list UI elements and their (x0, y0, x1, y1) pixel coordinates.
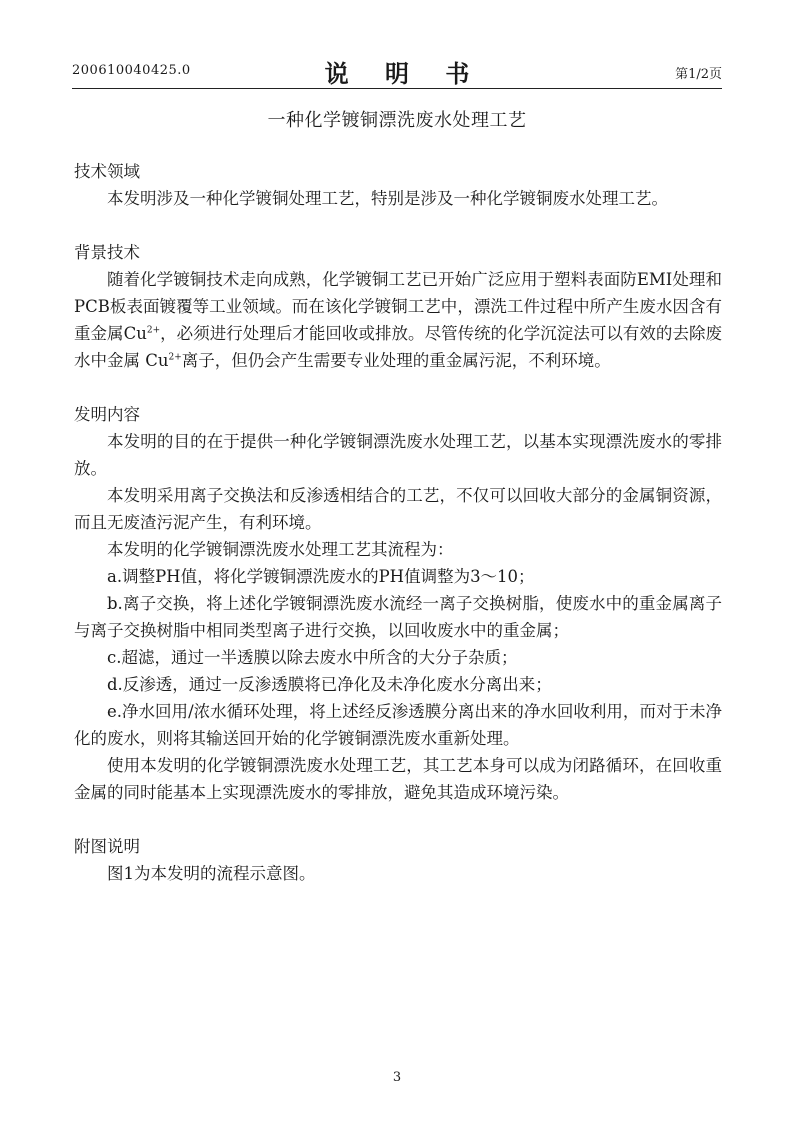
paragraph: 本发明的目的在于提供一种化学镀铜漂洗废水处理工艺，以基本实现漂洗废水的零排放。 (74, 432, 722, 478)
process-step-b: b.离子交换，将上述化学镀铜漂洗废水流经一离子交换树脂，使废水中的重金属离子与离子交换树脂中相同类型离子进行交换，以回收废水中的重金属； (74, 594, 722, 640)
process-step-c: c.超滤，通过一半透膜以除去废水中所含的大分子杂质； (107, 648, 518, 667)
paragraph: 本发明采用离子交换法和反渗透相结合的工艺，不仅可以回收大部分的金属铜资源，而且无废渣污泥产生，有利环境。 (74, 486, 722, 532)
paragraph (74, 266, 722, 374)
section-heading-background: 背景技术 (74, 243, 140, 262)
spacer (74, 374, 722, 401)
document-body (74, 158, 722, 887)
section-heading-figures: 附图说明 (74, 837, 140, 856)
paragraph: 本发明涉及一种化学镀铜处理工艺，特别是涉及一种化学镀铜废水处理工艺。 (107, 189, 668, 208)
document-number: 200610040425.0 (72, 63, 191, 78)
process-step-e: e.净水回用/浓水循环处理，将上述经反渗透膜分离出来的净水回收利用，而对于未净化的废水，则将其输送回开始的化学镀铜漂洗废水重新处理。 (74, 702, 722, 748)
paragraph: 图1为本发明的流程示意图。 (107, 864, 316, 883)
document-type-heading: 说 明 书 (324, 59, 484, 88)
spacer (74, 806, 722, 833)
document-title: 一种化学镀铜漂洗废水处理工艺 (267, 110, 527, 131)
section-heading-invention: 发明内容 (74, 405, 140, 424)
paragraph: 使用本发明的化学镀铜漂洗废水处理工艺，其工艺本身可以成为闭路循环，在回收重金属的同时能基本上实现漂洗废水的零排放，避免其造成环境污染。 (74, 756, 722, 802)
paragraph: 本发明的化学镀铜漂洗废水处理工艺其流程为： (107, 540, 454, 559)
spacer (74, 212, 722, 239)
page-info: 第1/2页 (675, 67, 722, 82)
section-heading-tech-field: 技术领域 (74, 162, 140, 181)
page-number: 3 (392, 1070, 402, 1085)
process-step-d: d.反渗透，通过一反渗透膜将已净化及未净化废水分离出来； (107, 675, 552, 694)
superscript: 2+ (146, 325, 161, 336)
text-run: 离子，但仍会产生需要专业处理的重金属污泥，不利环境。 (181, 351, 611, 370)
header-divider (72, 88, 722, 89)
text-run: 随着化学镀铜技术走向成熟，化学镀铜工艺已开始广泛应用于塑料表面防EMI处理和PCB板表面镀覆等工业领域。而在该化学镀铜工艺中，漂洗工件过程中所产生废水因含有重金属Cu (74, 270, 722, 343)
process-step-a: a.调整PH值，将化学镀铜漂洗废水的PH值调整为3～10； (107, 567, 535, 586)
superscript: 2+ (168, 352, 182, 363)
text-run: ，必须进行处理后才能回收或排放。尽管传统的化学沉淀法可以有效的去除废水中金属 Cu (74, 324, 723, 370)
